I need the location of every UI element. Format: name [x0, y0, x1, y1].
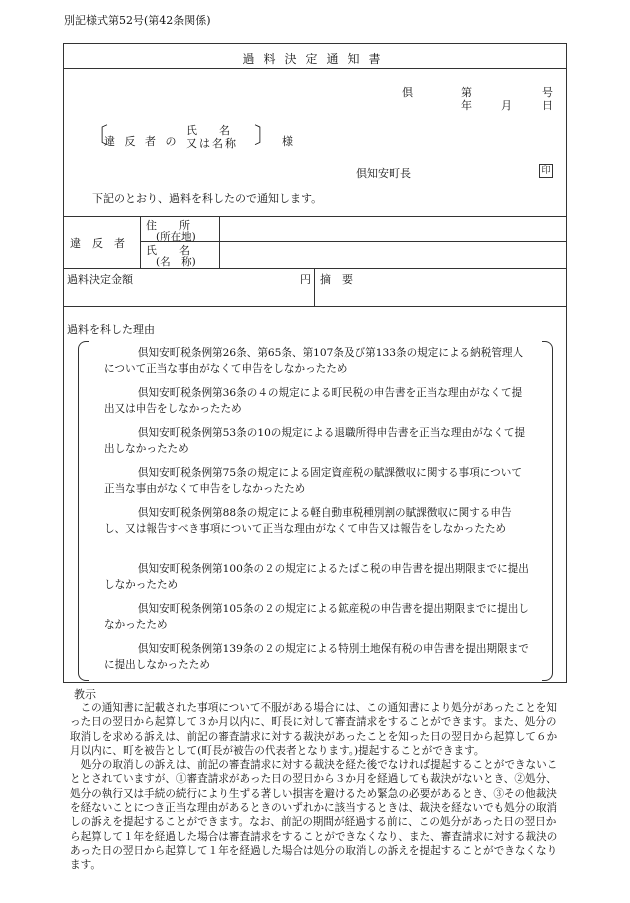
title-divider: [64, 68, 566, 69]
reason-item: 倶知安町税条例第88条の規定による軽自動車税種別割の賦課徴収に関する申告し、又は報告すべき事項について正当な理由がなくて申告又は報告をしなかったため: [104, 507, 512, 535]
addressee-name-line1: 氏 名: [186, 124, 230, 137]
reason-bracket-left: [78, 341, 89, 681]
summary-label: 摘 要: [320, 273, 353, 286]
notice-form: [63, 43, 567, 683]
seal-mark: 印: [539, 164, 553, 178]
issuer: 倶知安町長: [356, 167, 411, 180]
intro-text: 下記のとおり、過料を科したので通知します。: [92, 192, 323, 205]
amount-label: 過料決定金額: [67, 273, 133, 286]
address-label: 住 所: [146, 219, 190, 232]
doc-no-prefix: 倶: [402, 86, 413, 99]
name-sublabel: (名 称): [156, 256, 196, 268]
doc-no-dai: 第: [461, 86, 472, 99]
reason-item: 倶知安町税条例第139条の２の規定による特別土地保有税の申告書を提出期限までに提出しなかったため: [104, 643, 529, 671]
notice-paragraph: 処分の取消しの訴えは、前記の審査請求に対する裁決を経た後でなければ提起することができないこととされていますが、①審査請求があった日の翌日から３か月を経過しても裁決がないとき、②処分、処分の執行又は手続の続行により生ずる著しい損害を避けるため緊急の必要があるとき、③その他裁決を経ないことにつき正当な理由があるときのいずれかに該当するときは、裁決を経ないでも処分の取消しの訴えを提起することができます。なお、前記の期間が経過する前に、この処分があった日の翌日から起算して１年を経過した場合は審査請求をすることができなくなり、また、審査請求に対する裁決のあった日の翌日から起算して１年を経過した場合は処分の取消しの訴えを提起することができなくなります。: [70, 759, 558, 872]
date-year: 年: [461, 99, 472, 112]
yen-unit: 円: [300, 273, 311, 286]
address-sublabel: (所在地): [156, 231, 196, 243]
doc-no-go: 号: [542, 86, 553, 99]
notice-paragraph: この通知書に記載された事項について不服がある場合には、この通知書により処分があったことを知った日の翌日から起算して３か月以内に、町長に対して審査請求をすることができます。また、処分の取消しを求める訴えは、前記の審査請求に対する裁決があったことを知った日の翌日から起算して６か月以内に、町を被告として(町長が被告の代表者となります。)提起することができます。: [70, 702, 558, 757]
reason-item: 倶知安町税条例第26条、第65条、第107条及び第133条の規定による納税管理人について正当な事由がなくて申告をしなかったため: [104, 347, 524, 375]
document-title: 過料決定通知書: [242, 52, 390, 66]
reason-item: 倶知安町税条例第36条の４の規定による町民税の申告書を正当な理由がなくて提出又は申告をしなかったため: [104, 387, 523, 415]
form-label: 別記様式第52号(第42条関係): [64, 14, 211, 27]
reason-item: 倶知安町税条例第75条の規定による固定資産税の賦課徴収に関する事項について正当な事由がなくて申告をしなかったため: [104, 467, 522, 495]
reason-bracket-right: [542, 341, 553, 681]
reason-item: 倶知安町税条例第105条の２の規定による鉱産税の申告書を提出期限までに提出しなかったため: [104, 603, 529, 631]
addressee-violator: 違 反 者 の: [104, 135, 180, 148]
bracket-close: 〕: [254, 124, 277, 149]
addressee-sama: 様: [282, 135, 293, 148]
date-day: 日: [542, 99, 553, 112]
bracket-open: 〔: [86, 124, 109, 149]
reason-item: 倶知安町税条例第53条の10の規定による退職所得申告書を正当な理由がなくて提出しなかったため: [104, 427, 526, 455]
date-month: 月: [501, 99, 512, 112]
reason-item: 倶知安町税条例第100条の２の規定によるたばこ税の申告書を提出期限までに提出しなかったため: [104, 563, 529, 591]
notice-title: 教示: [74, 688, 96, 701]
reason-title: 過料を科した理由: [67, 323, 155, 336]
violator-label: 違 反 者: [70, 237, 125, 250]
addressee-name-line2: 又は名称: [186, 137, 238, 150]
notice-body: [70, 701, 562, 873]
name-label: 氏 名: [146, 244, 190, 257]
